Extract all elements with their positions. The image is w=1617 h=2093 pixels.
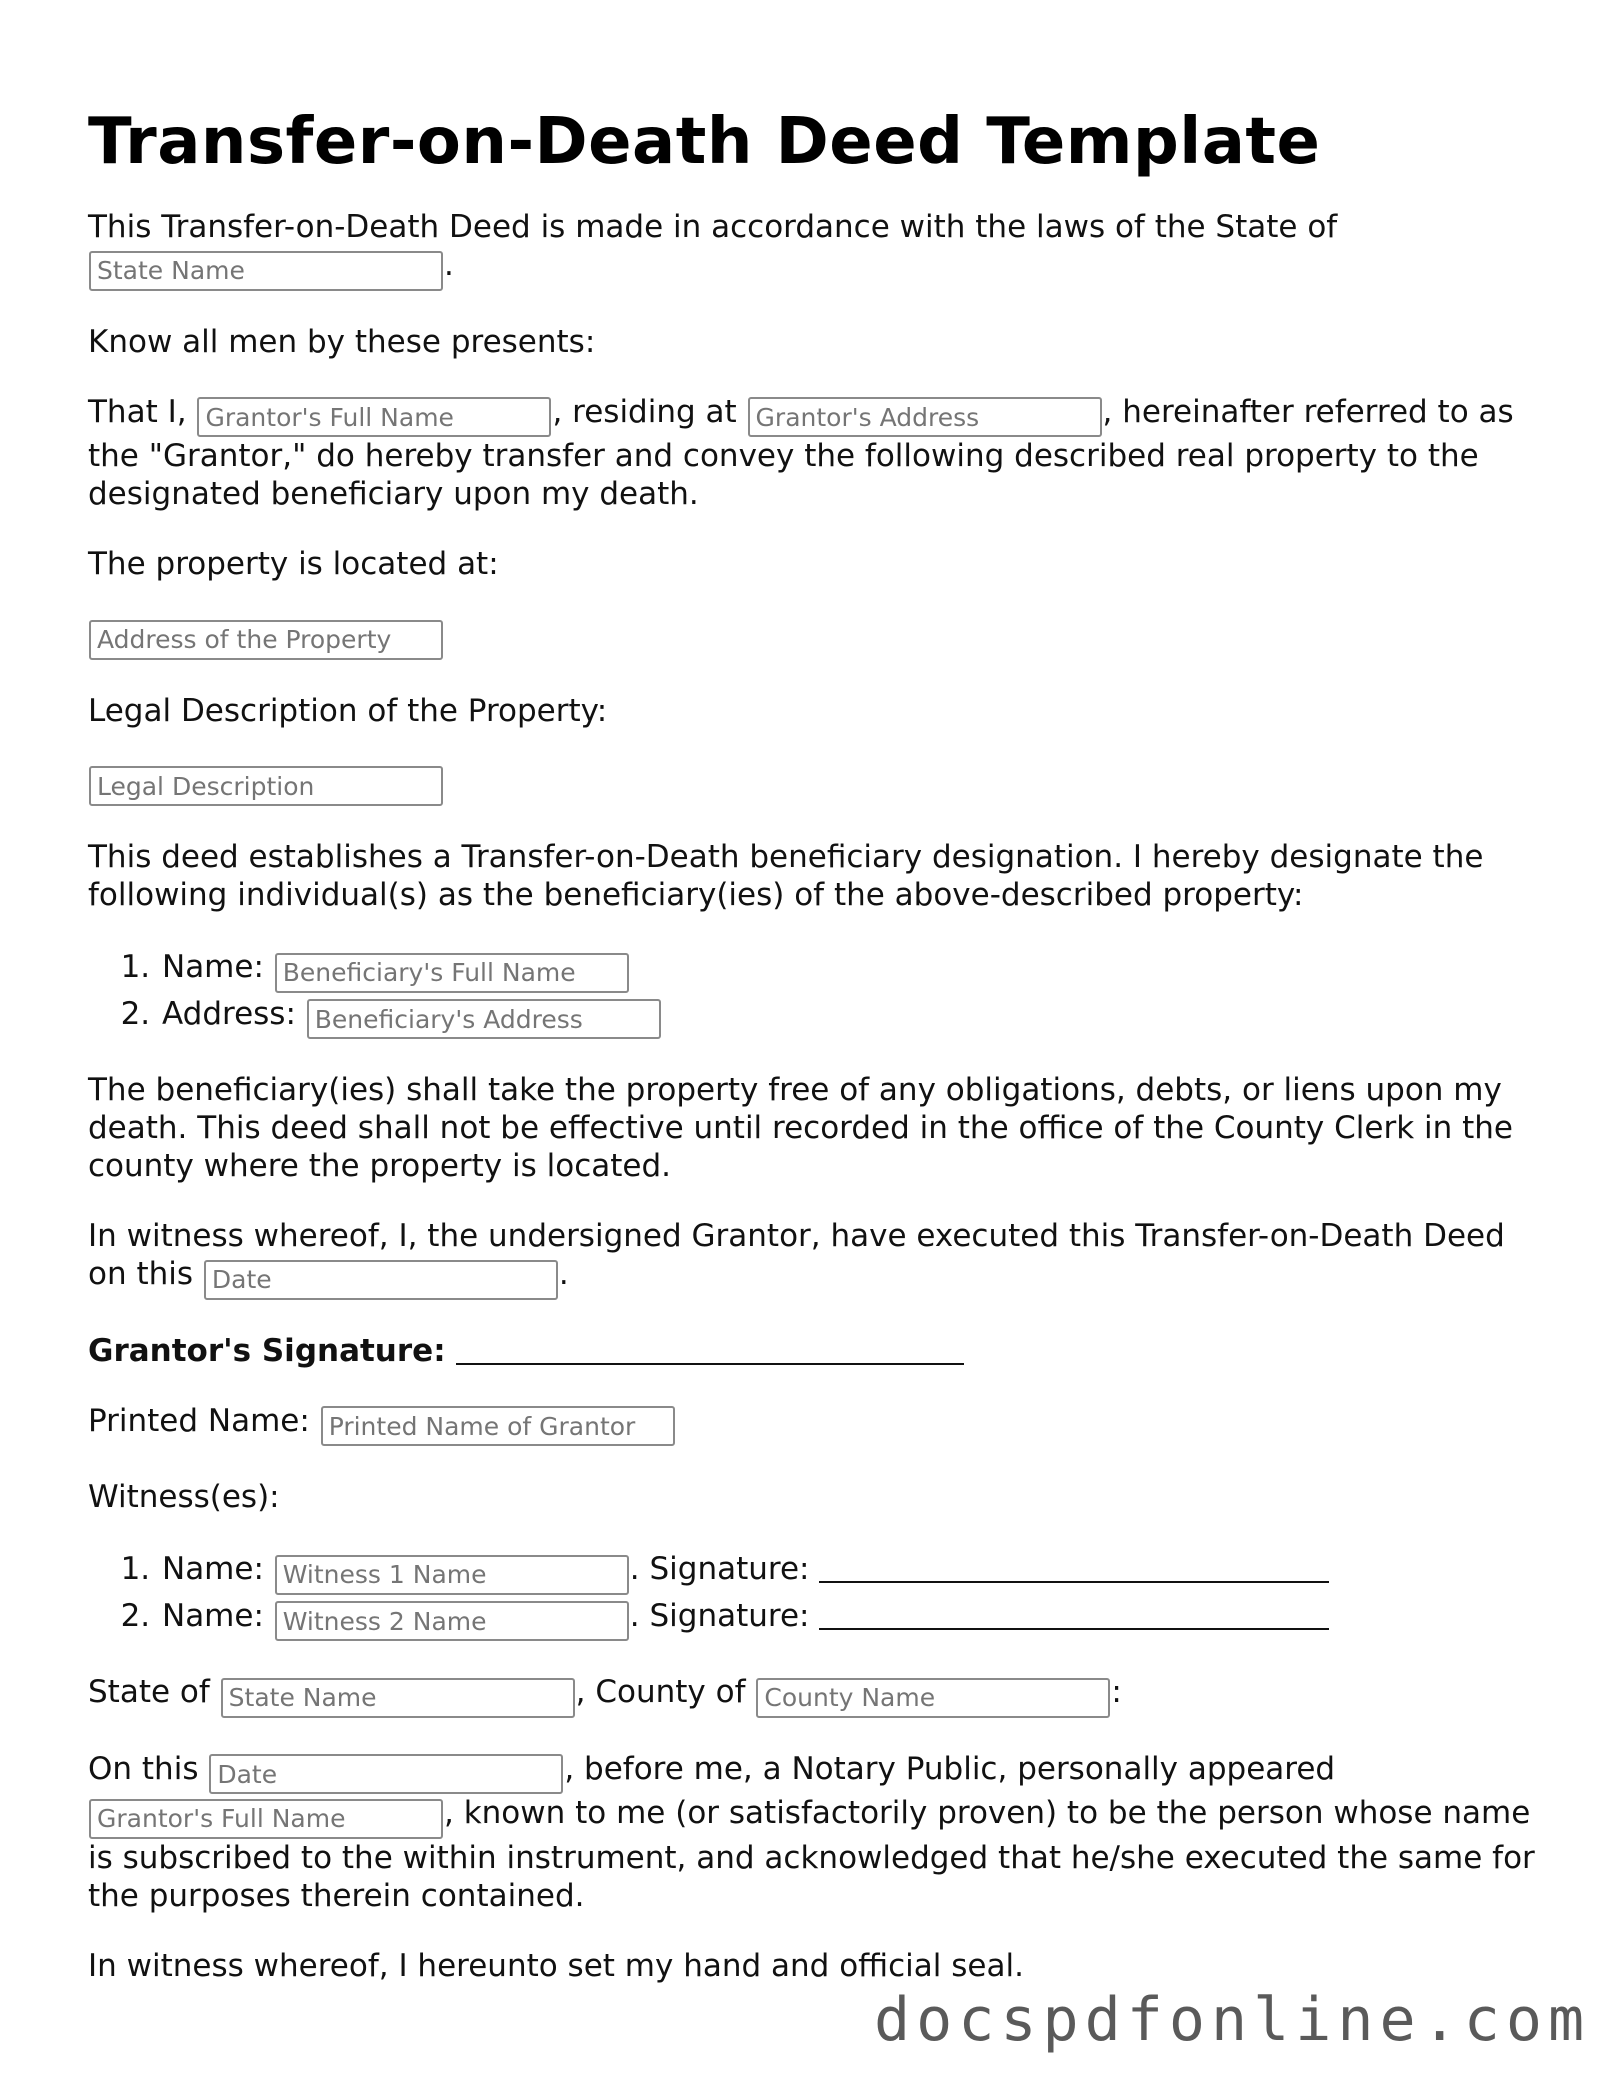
list-item	[160, 993, 1548, 1040]
execution-date-input[interactable]	[204, 1260, 558, 1300]
witness-1-signature-line[interactable]	[819, 1551, 1329, 1583]
witness-text: In witness whereof, I, the undersigned Grantor, have executed this Transfer-on-Death Deed on this	[88, 1218, 1505, 1292]
printed-name-input[interactable]	[321, 1406, 675, 1446]
notary-text-1: On this	[88, 1750, 199, 1787]
page-title: Transfer-on-Death Deed Template	[88, 105, 1321, 179]
printed-name-row	[88, 1402, 1548, 1447]
seal-line: In witness whereof, I hereunto set my hand and official seal.	[88, 1947, 1024, 1984]
notary-text-3: , known to me (or satisfactorily proven) to be the person whose name is subscribed to the within instrument, and acknowledged that he/she executed the same for the purposes therein contained.	[88, 1795, 1535, 1914]
notary-paragraph	[88, 1750, 1548, 1915]
grantor-signature-label: Grantor's Signature:	[88, 1332, 446, 1369]
state-name-input[interactable]	[89, 251, 443, 291]
witness-2-signature-line[interactable]	[819, 1598, 1329, 1630]
notary-state-label: State of	[88, 1674, 210, 1710]
notary-text-2: , before me, a Notary Public, personally appeared	[564, 1750, 1336, 1787]
document-page	[88, 104, 1548, 2017]
notary-colon: :	[1111, 1674, 1122, 1710]
notary-location-row	[88, 1673, 1548, 1718]
grantor-signature-row	[88, 1332, 1548, 1370]
beneficiary-list	[88, 946, 1548, 1039]
beneficiary-name-label: Name:	[162, 949, 264, 985]
grantor-paragraph	[88, 393, 1548, 514]
notary-grantor-name-input[interactable]	[89, 1799, 443, 1839]
witness-name-label: Name:	[162, 1597, 264, 1634]
witness-paragraph	[88, 1217, 1548, 1300]
know-all-paragraph: Know all men by these presents:	[88, 323, 596, 360]
witness-2-name-input[interactable]	[275, 1601, 629, 1641]
printed-name-label: Printed Name:	[88, 1402, 310, 1439]
property-located-label: The property is located at:	[88, 546, 499, 582]
legal-description-row	[88, 762, 1548, 807]
property-address-row	[88, 615, 1548, 660]
beneficiary-paragraph: This deed establishes a Transfer-on-Death beneficiary designation. I hereby designate the following individual(s) as the beneficiary(ies) of the above-described property:	[88, 839, 1484, 913]
witnesses-label: Witness(es):	[88, 1479, 280, 1515]
grantor-address-input[interactable]	[748, 397, 1102, 437]
list-item	[160, 1548, 1548, 1595]
grantor-full-name-input[interactable]	[197, 397, 551, 437]
list-item	[160, 946, 1548, 993]
notary-county-input[interactable]	[756, 1678, 1110, 1718]
beneficiary-name-input[interactable]	[275, 953, 629, 993]
grantor-text-2: , residing at	[552, 393, 737, 430]
witness-name-label: Name:	[162, 1551, 264, 1587]
beneficiary-address-label: Address:	[162, 995, 296, 1032]
grantor-text-1: That I,	[88, 393, 187, 430]
intro-text: This Transfer-on-Death Deed is made in accordance with the laws of the State of	[88, 209, 1338, 245]
witness-period: .	[558, 1256, 569, 1292]
list-item	[160, 1595, 1548, 1642]
legal-description-label: Legal Description of the Property:	[88, 692, 608, 729]
legal-description-input[interactable]	[89, 766, 443, 806]
property-address-input[interactable]	[89, 620, 443, 660]
free-of-obligations-paragraph: The beneficiary(ies) shall take the property free of any obligations, debts, or liens upon my death. This deed shall not be effective until recorded in the office of the County Clerk in the county where the property is located.	[88, 1072, 1514, 1184]
notary-county-label: , County of	[575, 1674, 746, 1710]
watermark-logo: docspdfonline.com	[874, 1985, 1591, 2055]
witness-signature-label: . Signature:	[629, 1597, 810, 1634]
intro-period: .	[444, 247, 454, 283]
intro-paragraph	[88, 208, 1548, 291]
notary-state-input[interactable]	[221, 1678, 575, 1718]
grantor-text-3: , hereinafter referred to as the "Grantor," do hereby transfer and convey the following described real property to the designated beneficiary upon my death.	[88, 393, 1514, 512]
grantor-signature-line[interactable]	[456, 1333, 964, 1365]
notary-date-input[interactable]	[209, 1754, 563, 1794]
beneficiary-address-input[interactable]	[307, 999, 661, 1039]
witness-signature-label: . Signature:	[629, 1551, 810, 1587]
witness-1-name-input[interactable]	[275, 1555, 629, 1595]
witness-list	[88, 1548, 1548, 1641]
